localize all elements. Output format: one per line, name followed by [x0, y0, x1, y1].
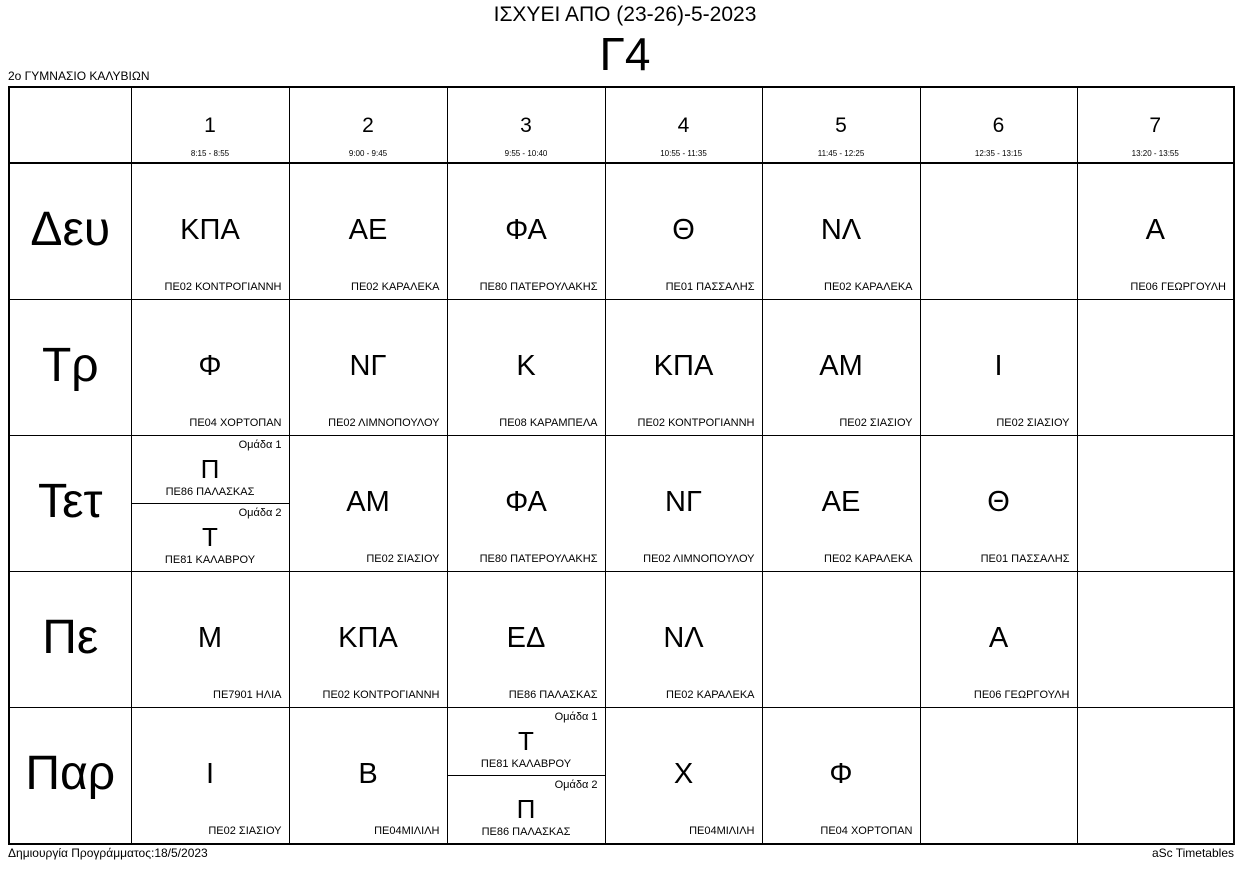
- teacher-name: ΠΕ86 ΠΑΛΑΣΚΑΣ: [508, 689, 598, 701]
- teacher-name: ΠΕ02 ΚΑΡΑΛΕΚΑ: [824, 281, 913, 293]
- subject-code: ΦΑ: [505, 214, 547, 246]
- lesson-cell: [289, 436, 447, 572]
- period-number: 2: [362, 114, 374, 137]
- period-time: 10:55 - 11:35: [660, 149, 707, 158]
- day-cell: [9, 436, 131, 572]
- subject-code: ΚΠΑ: [653, 350, 714, 382]
- teacher-name: ΠΕ02 ΛΙΜΝΟΠΟΥΛΟΥ: [328, 417, 440, 429]
- teacher-name: ΠΕ02 ΛΙΜΝΟΠΟΥΛΟΥ: [643, 553, 755, 565]
- subject-code: Θ: [672, 214, 695, 246]
- lesson-cell: [762, 163, 920, 300]
- group-lesson: [448, 708, 605, 776]
- subject-code: Α: [1145, 214, 1165, 246]
- period-time: 12:35 - 13:15: [974, 149, 1023, 158]
- lesson-cell: [447, 436, 605, 572]
- validity-subtitle: ΙΣΧΥΕΙ ΑΠΟ (23-26)-5-2023: [493, 3, 757, 26]
- teacher-name: ΠΕ02 ΣΙΑΣΙΟΥ: [839, 417, 913, 429]
- class-title: Γ4: [599, 28, 651, 80]
- teacher-name: ΠΕ80 ΠΑΤΕΡΟΥΛΑΚΗΣ: [479, 553, 598, 565]
- brand-label: aSc Timetables: [1151, 846, 1234, 860]
- period-number: 7: [1149, 114, 1162, 137]
- teacher-name: ΠΕ86 ΠΑΛΑΣΚΑΣ: [481, 826, 571, 838]
- period-number: 1: [204, 114, 216, 137]
- subject-code: Θ: [987, 486, 1010, 518]
- lesson-cell: [131, 300, 289, 436]
- teacher-name: ΠΕ01 ΠΑΣΣΑΛΗΣ: [665, 281, 755, 293]
- period-time: 9:55 - 10:40: [504, 149, 548, 158]
- teacher-name: ΠΕ06 ΓΕΩΡΓΟΥΛΗ: [1130, 281, 1226, 293]
- period-number: 3: [520, 114, 532, 137]
- day-cell: [9, 572, 131, 708]
- lesson-cell: [447, 708, 605, 845]
- timetable-grid: [8, 86, 1235, 845]
- school-name: 2ο ΓΥΜΝΑΣΙΟ ΚΑΛΥΒΙΩΝ: [8, 69, 150, 83]
- period-header-cell: [762, 87, 920, 163]
- teacher-name: ΠΕ81 ΚΑΛΑΒΡΟΥ: [164, 554, 256, 566]
- day-row: [9, 163, 1234, 300]
- teacher-name: ΠΕ04 ΧΟΡΤΟΠΑΝ: [820, 825, 913, 837]
- day-name: Τρ: [41, 339, 99, 392]
- period-header-cell: [447, 87, 605, 163]
- lesson-cell: [762, 300, 920, 436]
- empty-cell: [762, 572, 920, 708]
- lesson-cell: [1077, 163, 1234, 300]
- day-name: Τετ: [38, 475, 103, 528]
- empty-cell: [1077, 572, 1234, 708]
- lesson-cell: [447, 163, 605, 300]
- creation-date: Δημιουργία Προγράμματος:18/5/2023: [8, 846, 208, 860]
- day-name: Πε: [42, 611, 99, 664]
- empty-cell: [920, 163, 1077, 300]
- teacher-name: ΠΕ02 ΚΑΡΑΛΕΚΑ: [351, 281, 440, 293]
- empty-cell: [1077, 300, 1234, 436]
- period-header-cell: [131, 87, 289, 163]
- teacher-name: ΠΕ04ΜΙΛΙΛΗ: [374, 825, 440, 837]
- period-time: 9:00 - 9:45: [348, 149, 388, 158]
- teacher-name: ΠΕ01 ΠΑΣΣΑΛΗΣ: [980, 553, 1070, 565]
- period-header-cell: [920, 87, 1077, 163]
- teacher-name: ΠΕ02 ΣΙΑΣΙΟΥ: [996, 417, 1070, 429]
- day-row: [9, 708, 1234, 845]
- empty-cell: [920, 708, 1077, 845]
- day-row: [9, 572, 1234, 708]
- lesson-cell: [762, 708, 920, 845]
- lesson-cell: [605, 163, 762, 300]
- subject-code: Τ: [518, 726, 534, 756]
- group-label: Ομάδα 2: [238, 507, 282, 519]
- subject-code: ΚΠΑ: [180, 214, 240, 246]
- teacher-name: ΠΕ7901 ΗΛΙΑ: [213, 689, 282, 701]
- group-lesson: [132, 504, 289, 571]
- group-label: Ομάδα 2: [554, 779, 598, 791]
- subject-code: ΦΑ: [505, 486, 547, 518]
- subject-code: Ι: [994, 350, 1003, 382]
- lesson-cell: [289, 708, 447, 845]
- day-row: [9, 300, 1234, 436]
- subject-code: Π: [200, 454, 220, 484]
- subject-code: ΕΔ: [506, 622, 546, 654]
- subject-code: Τ: [202, 522, 218, 552]
- group-label: Ομάδα 1: [554, 711, 598, 723]
- subject-code: Μ: [197, 622, 223, 654]
- corner-cell: [9, 87, 131, 163]
- lesson-cell: [131, 572, 289, 708]
- lesson-cell: [447, 572, 605, 708]
- subject-code: ΚΠΑ: [338, 622, 398, 654]
- teacher-name: ΠΕ02 ΚΟΝΤΡΟΓΙΑΝΝΗ: [164, 281, 282, 293]
- lesson-cell: [289, 572, 447, 708]
- lesson-cell: [131, 708, 289, 845]
- teacher-name: ΠΕ02 ΚΑΡΑΛΕΚΑ: [824, 553, 913, 565]
- period-number: 4: [677, 114, 690, 137]
- lesson-cell: [920, 436, 1077, 572]
- period-header-cell: [605, 87, 762, 163]
- period-header-cell: [1077, 87, 1234, 163]
- subject-code: ΑΕ: [348, 214, 388, 246]
- teacher-name: ΠΕ02 ΚΟΝΤΡΟΓΙΑΝΝΗ: [322, 689, 440, 701]
- group-lesson: [448, 776, 605, 843]
- lesson-cell: [920, 300, 1077, 436]
- lesson-cell: [447, 300, 605, 436]
- teacher-name: ΠΕ02 ΣΙΑΣΙΟΥ: [208, 825, 282, 837]
- teacher-name: ΠΕ02 ΚΟΝΤΡΟΓΙΑΝΝΗ: [637, 417, 755, 429]
- day-cell: [9, 708, 131, 845]
- day-name: Παρ: [25, 747, 116, 800]
- day-cell: [9, 300, 131, 436]
- subject-code: ΝΓ: [349, 350, 387, 382]
- teacher-name: ΠΕ04 ΧΟΡΤΟΠΑΝ: [189, 417, 282, 429]
- subject-code: ΝΛ: [820, 214, 862, 246]
- period-time: 13:20 - 13:55: [1131, 149, 1179, 158]
- lesson-cell: [131, 436, 289, 572]
- subject-code: Φ: [829, 758, 853, 790]
- teacher-name: ΠΕ04ΜΙΛΙΛΗ: [689, 825, 755, 837]
- lesson-cell: [762, 436, 920, 572]
- period-number: 6: [992, 114, 1005, 137]
- subject-code: Β: [358, 758, 378, 790]
- teacher-name: ΠΕ02 ΣΙΑΣΙΟΥ: [366, 553, 440, 565]
- subject-code: Α: [988, 622, 1009, 654]
- teacher-name: ΠΕ80 ΠΑΤΕΡΟΥΛΑΚΗΣ: [479, 281, 598, 293]
- day-row: [9, 436, 1234, 572]
- subject-code: ΝΓ: [665, 486, 702, 518]
- subject-code: Φ: [198, 350, 222, 382]
- empty-cell: [1077, 708, 1234, 845]
- subject-code: Π: [516, 794, 536, 824]
- period-number: 5: [835, 114, 847, 137]
- subject-code: Κ: [516, 350, 536, 382]
- subject-code: Χ: [673, 758, 694, 790]
- lesson-cell: [131, 163, 289, 300]
- subject-code: ΑΜ: [819, 350, 863, 382]
- subject-code: ΑΕ: [821, 486, 861, 518]
- period-header-cell: [289, 87, 447, 163]
- lesson-cell: [605, 572, 762, 708]
- subject-code: Ι: [205, 758, 215, 790]
- subject-code: ΝΛ: [663, 622, 704, 654]
- teacher-name: ΠΕ81 ΚΑΛΑΒΡΟΥ: [480, 758, 572, 770]
- day-name: Δευ: [30, 203, 111, 256]
- period-header-row: [9, 87, 1234, 163]
- day-cell: [9, 163, 131, 300]
- lesson-cell: [289, 163, 447, 300]
- period-time: 11:45 - 12:25: [817, 149, 865, 158]
- group-lesson: [132, 436, 289, 504]
- group-label: Ομάδα 1: [238, 439, 282, 451]
- lesson-cell: [920, 572, 1077, 708]
- teacher-name: ΠΕ86 ΠΑΛΑΣΚΑΣ: [165, 486, 255, 498]
- lesson-cell: [605, 708, 762, 845]
- teacher-name: ΠΕ06 ΓΕΩΡΓΟΥΛΗ: [973, 689, 1070, 701]
- empty-cell: [1077, 436, 1234, 572]
- lesson-cell: [605, 436, 762, 572]
- lesson-cell: [605, 300, 762, 436]
- period-time: 8:15 - 8:55: [190, 149, 230, 158]
- lesson-cell: [289, 300, 447, 436]
- teacher-name: ΠΕ08 ΚΑΡΑΜΠΕΛΑ: [499, 417, 598, 429]
- teacher-name: ΠΕ02 ΚΑΡΑΛΕΚΑ: [666, 689, 755, 701]
- subject-code: ΑΜ: [346, 486, 390, 518]
